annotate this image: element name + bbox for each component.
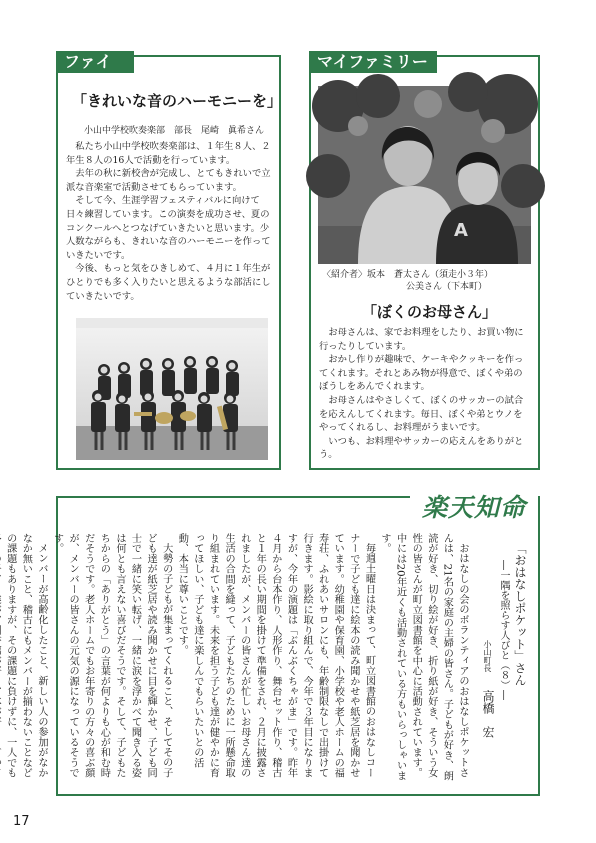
rakuten-author-name: 高橋 宏 xyxy=(481,690,495,738)
svg-text:A: A xyxy=(454,220,468,241)
fight-byline: 小山中学校吹奏楽部 部長 尾崎 眞希さん xyxy=(84,126,265,136)
family-caption-line2: 公美さん（下本町） xyxy=(406,282,488,292)
rakuten-logo: 楽天知命 xyxy=(410,493,538,523)
family-photo xyxy=(318,86,531,264)
family-caption-line1: 〈紹介者〉坂本 蒼太さん（須走小３年） xyxy=(322,270,494,280)
family-heading: 「ぼくのお母さん」 xyxy=(362,303,498,321)
fight-paragraph: そして今、生涯学習フェスティバルに向けて日々練習しています。この演奏を成功させ、夏のコンクールへとつなげていきたいと思います。少人数ながらも、きれいな音のハーモニーを作っていきたいです。 xyxy=(66,195,271,261)
family-paragraph: いつも、お料理やサッカーの応えんをありがとう。 xyxy=(319,435,524,461)
fight-body xyxy=(66,140,272,303)
rakuten-paragraph: 毎週土曜日は決まって、町立図書館のおはなしコーナーで子ども達に絵本の読み聞かせや紙芝居を聞かせています。幼稚園や保育園、小学校や老人ホームの福寿荘、ふれあいサロンにも、年齢制限なしで出掛けて行きます。影絵に取り組んで、今年で３年目になりますが、今年の演題は「ぶんぶくちゃがま」です。昨年４月から台本作り、人形作り、舞台セット作り、稽古と１年の長い期間を掛けて準備をされ、２月に披露されましたが、メンバーの皆さんが忙しいお母さん達の生活の合間を縫って、子どもたちのために一所懸命取り組まれています。未来を担う子ども達が健やかに育ってほしい、子ども達に楽しんでもらいたいとの活動、本当に尊いことです。 xyxy=(176,533,375,778)
fight-paragraph: 去年の秋に新校舎が完成し、とてもきれいで立派な音楽室で活動させてもらっています。 xyxy=(66,168,271,193)
family-paragraph: お母さんは、家でお料理をしたり、お買い物に行ったりしています。 xyxy=(319,327,524,352)
rakuten-paragraph: メンバーが高齢化したこと、新しい人の参加がなかなか無いこと、稽古にもメンバーが揃わないことなどの課題もありますが、その課題に負けずに、一人でも xyxy=(4,533,47,778)
rakuten-subtitle: ―一隅を照らす人びと（８）― xyxy=(498,560,509,700)
fight-heading: 「きれいな音のハーモニーを」 xyxy=(72,92,283,110)
my-family-tab: マイファミリー xyxy=(309,51,437,73)
rakuten-author-role: 小山町長 xyxy=(483,640,492,672)
fight-paragraph: 今後、もっと気をひきしめて、４月に１年生がひとりでも多く入りたいと思えるような部活にしていきたいです。 xyxy=(66,263,271,302)
band-photo-image xyxy=(76,318,268,460)
family-paragraph: お母さんはやさしくて、ぼくのサッカーの試合を応えんしてくれます。毎日、ぼくや弟とウノをやってくれるし、お料理がうまいです。 xyxy=(319,394,524,434)
family-body xyxy=(319,326,529,462)
rakuten-title: 「おはなしポケット」さん xyxy=(513,542,527,686)
fight-tab: ファイト xyxy=(56,51,134,73)
rakuten-body xyxy=(4,533,470,785)
family-caption xyxy=(322,269,532,293)
rakuten-paragraph: 大勢の子どもが集まってくれること、そしてその子ども達が紙芝居や読み聞かせに目を輝かせ、子ども同士で一緒に笑い転げ、一緒に涙を浮かべて聞き入る姿は何とも言えない喜びだそうです。そして、子どもたちからの「ありがとう」の言葉が何よりも心が和む時だそうです。老人ホームでもお年寄りの方々の喜ぶ顔が、メンバーの皆さんの元気の源になっているそうです。 xyxy=(51,533,172,778)
page-number: 17 xyxy=(13,814,30,829)
rakuten-paragraph: おはなしの会のボランティアのおはなしポケットさんは、21名の家庭の主婦の皆さん。子どもが好き、朗読が好き、切り絵が好き、折り紙が好き、そういう女性の皆さんが町立図書館を中心に活動されています。中には20年近くも活動されている方もいらっしゃいます。 xyxy=(379,533,468,781)
family-photo-image xyxy=(318,86,531,264)
band-photo xyxy=(76,318,268,460)
fight-paragraph: 私たち小山中学校吹奏楽部は、１年生８人、２年生８人の16人で活動を行っています。 xyxy=(66,141,271,166)
family-paragraph: おかし作りが趣味で、ケーキやクッキーを作ってくれます。それとあみ物が得意で、ぼくや弟のぼうしをあんでくれます。 xyxy=(319,354,524,393)
